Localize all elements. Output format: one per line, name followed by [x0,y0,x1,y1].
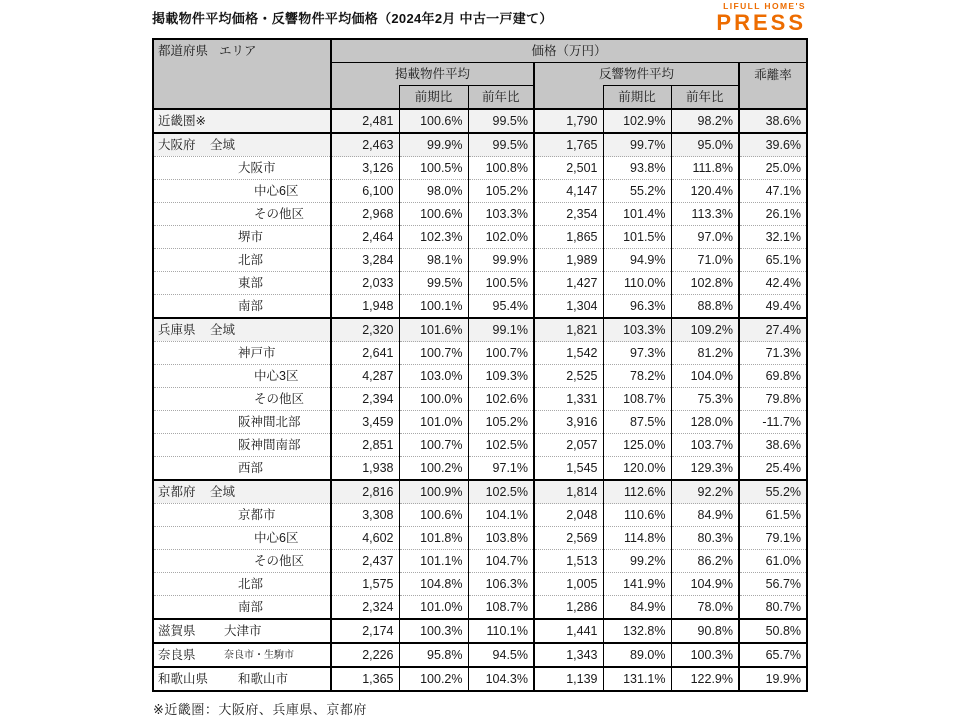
inquiry-prev-year: 86.2% [671,550,739,573]
listed-prev-period: 99.9% [399,133,468,157]
row-label-cell [153,480,331,504]
inquiry-prev-period: 125.0% [603,434,671,457]
inquiry-prev-year: 103.7% [671,434,739,457]
listed-prev-period: 100.7% [399,434,468,457]
listed-prev-year: 108.7% [468,596,534,620]
listed-prev-period: 101.0% [399,596,468,620]
inquiry-avg-price: 2,048 [534,504,603,527]
divergence-rate: 42.4% [739,272,807,295]
table-row [153,434,807,457]
prefecture-label: 京都府 [158,485,196,499]
area-label: 阪神間南部 [238,438,301,452]
area-label: 南部 [238,600,264,614]
listed-prev-year: 109.3% [468,365,534,388]
inquiry-avg-price: 1,513 [534,550,603,573]
area-label: 南部 [238,299,264,313]
inquiry-avg-price: 4,147 [534,180,603,203]
header-prefecture-area [153,39,331,109]
inquiry-prev-year: 90.8% [671,619,739,643]
price-table [152,38,808,692]
listed-prev-period: 99.5% [399,272,468,295]
row-label-cell [153,550,331,573]
listed-avg-price: 1,575 [331,573,399,596]
divergence-rate: 26.1% [739,203,807,226]
prefecture-label: 大阪府 [158,138,196,152]
inquiry-avg-price: 2,057 [534,434,603,457]
inquiry-avg-price: 1,427 [534,272,603,295]
inquiry-prev-year: 95.0% [671,133,739,157]
listed-prev-year: 99.1% [468,318,534,342]
table-row [153,365,807,388]
divergence-rate: 79.8% [739,388,807,411]
row-label-cell [153,643,331,667]
prefecture-label: 奈良県 [158,648,196,662]
area-label: 堺市 [238,230,264,244]
inquiry-avg-price: 2,569 [534,527,603,550]
prefecture-label: 滋賀県 [158,624,196,638]
listed-avg-price: 2,463 [331,133,399,157]
area-label: その他区 [254,392,305,406]
listed-avg-price: 2,320 [331,318,399,342]
area-label: 西部 [238,461,264,475]
table-row [153,619,807,643]
inquiry-avg-price: 1,545 [534,457,603,481]
inquiry-avg-price: 1,441 [534,619,603,643]
inquiry-prev-year: 84.9% [671,504,739,527]
table-row [153,411,807,434]
inquiry-prev-year: 129.3% [671,457,739,481]
listed-avg-price: 2,481 [331,109,399,133]
header-inquiry-blank [534,86,603,110]
listed-avg-price: 2,033 [331,272,399,295]
table-row [153,180,807,203]
table-row [153,596,807,620]
divergence-rate: 32.1% [739,226,807,249]
table-header [153,39,807,109]
listed-avg-price: 4,602 [331,527,399,550]
inquiry-prev-period: 101.4% [603,203,671,226]
listed-prev-period: 103.0% [399,365,468,388]
listed-avg-price: 2,464 [331,226,399,249]
listed-prev-year: 95.4% [468,295,534,319]
inquiry-prev-year: 78.0% [671,596,739,620]
area-label: 中心6区 [254,531,299,545]
inquiry-prev-period: 87.5% [603,411,671,434]
inquiry-prev-period: 55.2% [603,180,671,203]
listed-prev-year: 99.9% [468,249,534,272]
inquiry-avg-price: 1,821 [534,318,603,342]
logo-text-top: LIFULL HOME'S [723,1,806,11]
header-area: エリア [219,44,257,58]
listed-prev-year: 103.8% [468,527,534,550]
row-label-cell [153,619,331,643]
prefecture-label: 兵庫県 [158,323,196,337]
inquiry-avg-price: 3,916 [534,411,603,434]
inquiry-avg-price: 1,331 [534,388,603,411]
header-inquiry-prev-period: 前期比 [603,86,671,110]
listed-prev-year: 110.1% [468,619,534,643]
row-label-cell [153,388,331,411]
listed-prev-period: 98.0% [399,180,468,203]
listed-prev-period: 100.2% [399,667,468,691]
inquiry-avg-price: 1,814 [534,480,603,504]
inquiry-prev-year: 113.3% [671,203,739,226]
table-row [153,272,807,295]
table-row [153,295,807,319]
inquiry-avg-price: 2,501 [534,157,603,180]
table-row [153,203,807,226]
inquiry-prev-period: 120.0% [603,457,671,481]
row-label-cell [153,573,331,596]
listed-prev-period: 100.6% [399,109,468,133]
inquiry-prev-period: 89.0% [603,643,671,667]
inquiry-avg-price: 1,765 [534,133,603,157]
inquiry-prev-period: 103.3% [603,318,671,342]
row-label-cell [153,434,331,457]
row-label-cell [153,295,331,319]
area-label: 奈良市・生駒市 [224,650,294,661]
header-listed-blank [331,86,399,110]
listed-avg-price: 1,948 [331,295,399,319]
listed-prev-period: 100.6% [399,504,468,527]
inquiry-prev-period: 99.2% [603,550,671,573]
listed-avg-price: 3,126 [331,157,399,180]
listed-avg-price: 3,459 [331,411,399,434]
divergence-rate: 71.3% [739,342,807,365]
inquiry-prev-year: 81.2% [671,342,739,365]
inquiry-prev-year: 120.4% [671,180,739,203]
row-label-cell [153,504,331,527]
divergence-rate: 49.4% [739,295,807,319]
prefecture-label: 近畿圏※ [158,114,206,128]
listed-prev-period: 104.8% [399,573,468,596]
area-label: 神戸市 [238,346,276,360]
divergence-rate: 56.7% [739,573,807,596]
listed-prev-period: 100.7% [399,342,468,365]
page-title: 掲載物件平均価格・反響物件平均価格（2024年2月 中古一戸建て） [152,11,553,26]
inquiry-prev-period: 101.5% [603,226,671,249]
listed-avg-price: 2,437 [331,550,399,573]
divergence-rate: 39.6% [739,133,807,157]
inquiry-prev-period: 93.8% [603,157,671,180]
inquiry-prev-period: 141.9% [603,573,671,596]
row-label-cell [153,109,331,133]
area-label: 大阪市 [238,161,276,175]
header-inquiry-group: 反響物件平均 [534,63,739,86]
header-listed-group: 掲載物件平均 [331,63,534,86]
row-label-cell [153,365,331,388]
listed-prev-period: 101.6% [399,318,468,342]
listed-prev-year: 102.6% [468,388,534,411]
listed-avg-price: 1,938 [331,457,399,481]
table-row [153,480,807,504]
table-row [153,226,807,249]
footnote: ※近畿圏：大阪府、兵庫県、京都府 [153,702,367,717]
listed-prev-year: 100.5% [468,272,534,295]
inquiry-prev-year: 102.8% [671,272,739,295]
divergence-rate: 27.4% [739,318,807,342]
inquiry-avg-price: 1,139 [534,667,603,691]
listed-prev-year: 104.3% [468,667,534,691]
row-label-cell [153,667,331,691]
listed-prev-period: 100.9% [399,480,468,504]
listed-prev-period: 100.5% [399,157,468,180]
inquiry-prev-year: 92.2% [671,480,739,504]
divergence-rate: 25.4% [739,457,807,481]
divergence-rate: 47.1% [739,180,807,203]
inquiry-avg-price: 1,865 [534,226,603,249]
listed-prev-year: 102.0% [468,226,534,249]
listed-prev-period: 101.1% [399,550,468,573]
listed-prev-period: 101.0% [399,411,468,434]
listed-prev-year: 94.5% [468,643,534,667]
listed-prev-period: 95.8% [399,643,468,667]
table-row [153,527,807,550]
area-label: 京都市 [238,508,276,522]
header-listed-prev-period: 前期比 [399,86,468,110]
row-label-cell [153,226,331,249]
table-row [153,388,807,411]
divergence-rate: 65.7% [739,643,807,667]
inquiry-prev-period: 78.2% [603,365,671,388]
inquiry-avg-price: 1,343 [534,643,603,667]
row-label-cell [153,249,331,272]
listed-prev-year: 103.3% [468,203,534,226]
inquiry-prev-year: 128.0% [671,411,739,434]
area-label: 中心3区 [254,369,299,383]
header-price-unit: 価格（万円） [331,39,807,63]
divergence-rate: 80.7% [739,596,807,620]
listed-avg-price: 2,174 [331,619,399,643]
header-inquiry-prev-year: 前年比 [671,86,739,110]
listed-prev-period: 100.3% [399,619,468,643]
listed-prev-year: 104.7% [468,550,534,573]
row-label-cell [153,157,331,180]
listed-prev-year: 99.5% [468,133,534,157]
listed-avg-price: 2,851 [331,434,399,457]
inquiry-prev-period: 110.0% [603,272,671,295]
inquiry-prev-period: 99.7% [603,133,671,157]
row-label-cell [153,272,331,295]
divergence-rate: 79.1% [739,527,807,550]
header-listed-prev-year: 前年比 [468,86,534,110]
inquiry-avg-price: 2,354 [534,203,603,226]
divergence-rate: 69.8% [739,365,807,388]
divergence-rate: 65.1% [739,249,807,272]
inquiry-avg-price: 2,525 [534,365,603,388]
inquiry-prev-year: 100.3% [671,643,739,667]
divergence-rate: 50.8% [739,619,807,643]
listed-avg-price: 2,816 [331,480,399,504]
inquiry-prev-year: 71.0% [671,249,739,272]
listed-prev-period: 101.8% [399,527,468,550]
lifull-homes-press-logo [716,2,806,34]
divergence-rate: 38.6% [739,109,807,133]
row-label-cell [153,180,331,203]
inquiry-prev-period: 108.7% [603,388,671,411]
inquiry-prev-period: 114.8% [603,527,671,550]
table-row [153,573,807,596]
row-label-cell [153,457,331,481]
row-label-cell [153,133,331,157]
listed-avg-price: 2,641 [331,342,399,365]
table-row [153,342,807,365]
listed-avg-price: 2,226 [331,643,399,667]
header-prefecture: 都道府県 [158,44,209,58]
listed-avg-price: 2,394 [331,388,399,411]
listed-prev-year: 99.5% [468,109,534,133]
listed-prev-year: 104.1% [468,504,534,527]
inquiry-avg-price: 1,542 [534,342,603,365]
table-row [153,504,807,527]
inquiry-prev-period: 132.8% [603,619,671,643]
area-label: 北部 [238,253,264,267]
listed-avg-price: 3,308 [331,504,399,527]
inquiry-prev-year: 122.9% [671,667,739,691]
divergence-rate: 61.5% [739,504,807,527]
divergence-rate: 25.0% [739,157,807,180]
inquiry-prev-period: 97.3% [603,342,671,365]
area-label: 東部 [238,276,264,290]
listed-prev-year: 100.7% [468,342,534,365]
logo-text-press: PRESS [716,9,806,35]
listed-avg-price: 1,365 [331,667,399,691]
area-label: 全域 [210,485,236,499]
table-row [153,109,807,133]
listed-prev-period: 100.1% [399,295,468,319]
listed-prev-period: 100.6% [399,203,468,226]
inquiry-avg-price: 1,989 [534,249,603,272]
row-label-cell [153,527,331,550]
area-label: 北部 [238,577,264,591]
table-row [153,643,807,667]
table-row [153,249,807,272]
divergence-rate: 38.6% [739,434,807,457]
listed-avg-price: 6,100 [331,180,399,203]
header-divergence-rate: 乖離率 [739,63,807,110]
inquiry-prev-year: 98.2% [671,109,739,133]
row-label-cell [153,342,331,365]
area-label: 全域 [210,138,236,152]
inquiry-prev-period: 102.9% [603,109,671,133]
area-label: 全域 [210,323,236,337]
divergence-rate: 55.2% [739,480,807,504]
inquiry-prev-year: 75.3% [671,388,739,411]
inquiry-prev-year: 104.0% [671,365,739,388]
inquiry-prev-period: 110.6% [603,504,671,527]
listed-prev-year: 97.1% [468,457,534,481]
listed-prev-year: 105.2% [468,180,534,203]
table-row [153,157,807,180]
row-label-cell [153,203,331,226]
inquiry-prev-period: 131.1% [603,667,671,691]
inquiry-prev-year: 109.2% [671,318,739,342]
table-row [153,457,807,481]
area-label: 中心6区 [254,184,299,198]
listed-prev-period: 100.0% [399,388,468,411]
area-label: 阪神間北部 [238,415,301,429]
listed-prev-year: 106.3% [468,573,534,596]
inquiry-prev-year: 80.3% [671,527,739,550]
table-row [153,550,807,573]
inquiry-prev-period: 84.9% [603,596,671,620]
listed-prev-year: 100.8% [468,157,534,180]
inquiry-prev-year: 97.0% [671,226,739,249]
listed-avg-price: 2,324 [331,596,399,620]
listed-prev-period: 98.1% [399,249,468,272]
inquiry-prev-period: 112.6% [603,480,671,504]
inquiry-avg-price: 1,005 [534,573,603,596]
listed-prev-period: 102.3% [399,226,468,249]
listed-prev-year: 105.2% [468,411,534,434]
table-row [153,133,807,157]
area-label: 大津市 [224,624,262,638]
table-row [153,667,807,691]
prefecture-label: 和歌山県 [158,672,209,686]
inquiry-avg-price: 1,304 [534,295,603,319]
inquiry-prev-year: 111.8% [671,157,739,180]
area-label: その他区 [254,207,305,221]
divergence-rate: 19.9% [739,667,807,691]
divergence-rate: 61.0% [739,550,807,573]
inquiry-prev-period: 94.9% [603,249,671,272]
listed-avg-price: 3,284 [331,249,399,272]
divergence-rate: -11.7% [739,411,807,434]
row-label-cell [153,318,331,342]
listed-prev-year: 102.5% [468,434,534,457]
area-label: 和歌山市 [238,672,289,686]
listed-avg-price: 2,968 [331,203,399,226]
inquiry-avg-price: 1,286 [534,596,603,620]
row-label-cell [153,411,331,434]
row-label-cell [153,596,331,620]
listed-avg-price: 4,287 [331,365,399,388]
inquiry-prev-period: 96.3% [603,295,671,319]
inquiry-prev-year: 104.9% [671,573,739,596]
listed-prev-year: 102.5% [468,480,534,504]
table-row [153,318,807,342]
listed-prev-period: 100.2% [399,457,468,481]
inquiry-prev-year: 88.8% [671,295,739,319]
inquiry-avg-price: 1,790 [534,109,603,133]
area-label: その他区 [254,554,305,568]
table-body [153,109,807,691]
